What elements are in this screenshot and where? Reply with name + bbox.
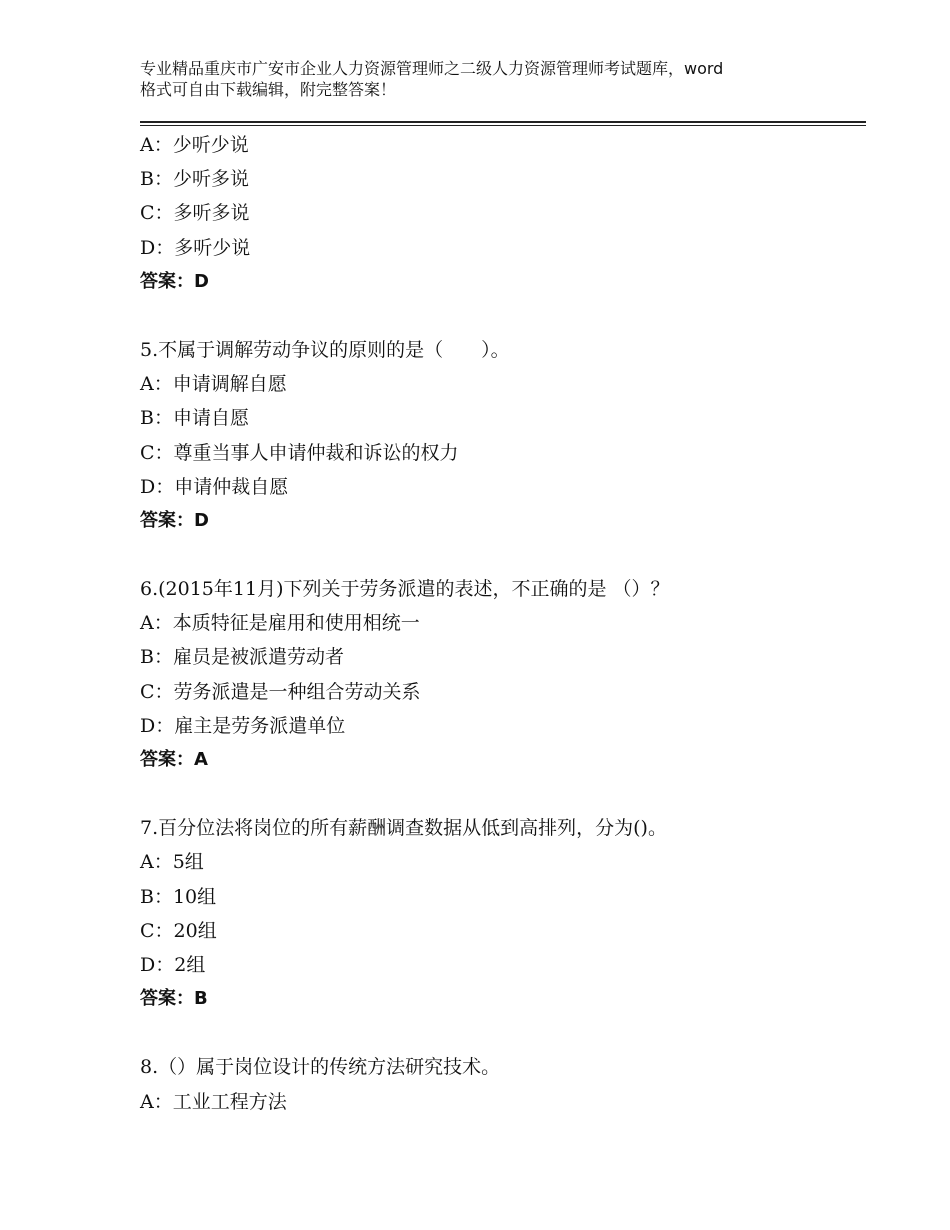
option-c: C：劳务派遣是一种组合劳动关系	[140, 680, 421, 703]
question-block-8	[140, 1050, 870, 1118]
option-c: C：20组	[140, 919, 217, 942]
option-c: C：多听多说	[140, 202, 250, 225]
question-block-5	[140, 333, 870, 538]
option-d: D：多听少说	[140, 236, 251, 259]
option-d: D：雇主是劳务派遣单位	[140, 714, 346, 737]
header-line-2: 格式可自由下载编辑，附完整答案！	[140, 80, 397, 99]
option-d: D：申请仲裁自愿	[140, 475, 289, 498]
option-d: D：2组	[140, 953, 206, 976]
option-c: C：尊重当事人申请仲裁和诉讼的权力	[140, 441, 459, 464]
question-block-6	[140, 572, 870, 777]
header-line-1: 专业精品重庆市广安市企业人力资源管理师之二级人力资源管理师考试题库，word	[140, 59, 724, 78]
question-stem: 5.不属于调解劳动争议的原则的是（ ）。	[140, 338, 510, 361]
option-b: B：雇员是被派遣劳动者	[140, 646, 344, 669]
option-a: A：少听少说	[140, 134, 249, 156]
option-a: A：5组	[140, 851, 204, 874]
answer-line: 答案：B	[140, 988, 208, 1010]
question-content	[140, 128, 870, 1119]
option-b: B：申请自愿	[140, 407, 249, 430]
option-a: A：本质特征是雇用和使用相统一	[140, 612, 420, 635]
document-header	[140, 58, 830, 100]
option-a: A：工业工程方法	[140, 1090, 287, 1113]
header-rule-thin	[140, 125, 866, 126]
answer-line: 答案：D	[140, 509, 209, 531]
question-stem: 7.百分位法将岗位的所有薪酬调查数据从低到高排列，分为()。	[140, 817, 667, 840]
answer-line: 答案：A	[140, 749, 208, 770]
option-a: A：申请调解自愿	[140, 373, 287, 396]
question-block-7	[140, 811, 870, 1016]
header-rule-thick	[140, 121, 866, 123]
question-stem: 6.(2015年11月)下列关于劳务派遣的表述，不正确的是 （）？	[140, 578, 670, 601]
option-b: B：少听多说	[140, 168, 249, 191]
option-b: B：10组	[140, 885, 217, 908]
question-stem: 8.（）属于岗位设计的传统方法研究技术。	[140, 1056, 501, 1079]
answer-line: 答案：D	[140, 270, 209, 292]
question-block-4	[140, 128, 870, 299]
